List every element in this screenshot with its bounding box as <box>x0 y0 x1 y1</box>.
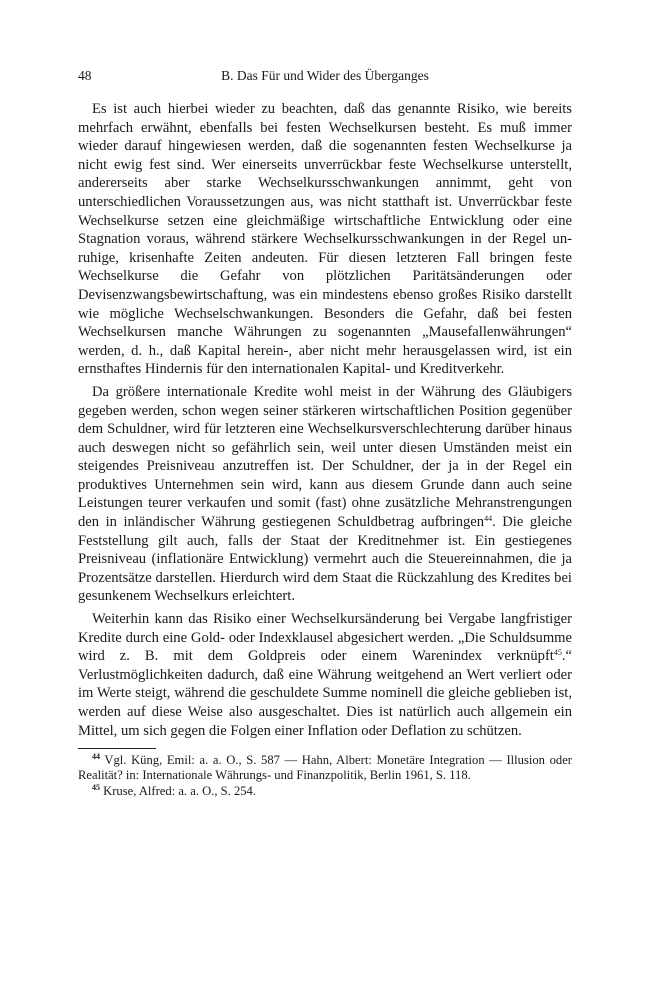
running-head: B. Das Für und Wider des Überganges <box>221 68 429 83</box>
page-header <box>78 62 572 84</box>
footnote-45-text: Kruse, Alfred: a. a. O., S. 254. <box>100 783 256 798</box>
footnote-mark-45: 45 <box>92 782 100 792</box>
paragraph-2-part-2: . Die gleiche Feststellung gilt auch, falls der Staat der Kreditnehmer ist. Ein gestiegenes Preisniveau (inflationäre Entwicklung) vermehrt auch die Steuereinnahmen, die ja Prozentsätze darstellen. Hierdurch wird dem Staat die Rückzahlung des Kredites bei gesunkenem Wechselkurs erleichtert. <box>78 514 572 605</box>
paragraph-3-part-2: .“ Verlustmöglichkeiten dadurch, daß eine Währung weitgehend an Wert verliert oder im Werte steigt, während die geschuldete Summe nominell die gleiche geblieben ist, werden auf diese Weise also ausgeschaltet. Dies ist natürlich auch allgemein ein Mittel, um sich gegen die Folgen einer Inflation oder Deflation zu schützen. <box>78 648 572 739</box>
paragraph-1: Es ist auch hierbei wieder zu beachten, daß das genannte Risiko, wie bereits mehrfach erwähnt, ebenfalls bei festen Wechselkursen besteht. Es muß immer wieder darauf hingewiesen werden, daß die sogenannten festen Wechselkurse ja nicht ewig fest sind. Wer einerseits unverrückbar feste Wechselkurse unterstellt, andererseits aber starke Wechselkursschwankungen annimmt, geht von unterschiedlichen Voraussetzungen aus, was nicht statthaft ist. Unverrückbar feste Wechselkurse setzen eine gleichmäßige wirtschaftliche Entwicklung oder eine Stagnation voraus, während stärkere Wechselkursschwankungen in der Regel unruhige, krisenhafte Zeiten andeuten. Für diesen letzteren Fall bringen feste Wechselkurse die Gefahr von plötzlichen Paritätsänderungen oder Devisenzwangsbewirtschaftung, was ein mindestens ebenso großes Risiko darstellt wie mögliche Wechselschwankungen. Besonders die Gefahr, daß bei festen Wechselkursen manche Währungen zu sogenannten „Mausefallenwährungen“ werden, d. h., daß Kapital herein-, aber nicht mehr herausgelassen wird, ist ein ernsthaftes Hindernis für den internationalen Kapital- und Kreditverkehr. <box>78 101 572 378</box>
page-number: 48 <box>78 68 92 83</box>
footnotes <box>78 753 572 799</box>
paragraph-3 <box>78 610 572 740</box>
paragraph-2-part-1: Da größere internationale Kredite wohl meist in der Währung des Gläubigers gegeben werden, schon wegen seiner stärkeren wirtschaftlichen Position gegenüber dem Schuldner, wird für letzteren eine Wechselkursverschlechterung darüber hinaus auch deswegen nicht so gefährlich sein, weil unter diesen Umständen meist ein steigendes Preisniveau anzutreffen ist. Der Schuldner, der ja in der Regel ein produktives Unternehmen sein wird, kann aus diesem Grunde dann auch seine Leistungen teurer verkaufen und somit (fast) ohne zusätzliche Mehranstrengungen den in inländischer Währung gestiegenen Schuldbetrag aufbringen <box>78 383 572 531</box>
footnote-ref-44: 44 <box>484 514 493 524</box>
paragraph-3-part-1: Weiterhin kann das Risiko einer Wechselkursänderung bei Vergabe langfristiger Kredite durch eine Gold- oder Indexklausel abgesichert werden. „Die Schuldsumme wird z. B. mit dem Goldpreis oder einem Warenindex verknüpft <box>78 611 572 665</box>
footnote-divider <box>78 748 156 749</box>
footnote-45 <box>78 784 572 799</box>
footnote-mark-44: 44 <box>92 752 100 762</box>
footnote-44-text: Vgl. Küng, Emil: a. a. O., S. 587 — Hahn, Albert: Monetäre Integration — Illusion oder Realität? in: Internationale Währungs- und Finanzpolitik, Berlin 1961, S. 118. <box>78 753 572 783</box>
footnote-ref-45: 45 <box>553 648 562 658</box>
body-text <box>78 100 572 740</box>
paragraph-2 <box>78 383 572 606</box>
book-page <box>78 62 572 799</box>
footnote-44 <box>78 753 572 783</box>
